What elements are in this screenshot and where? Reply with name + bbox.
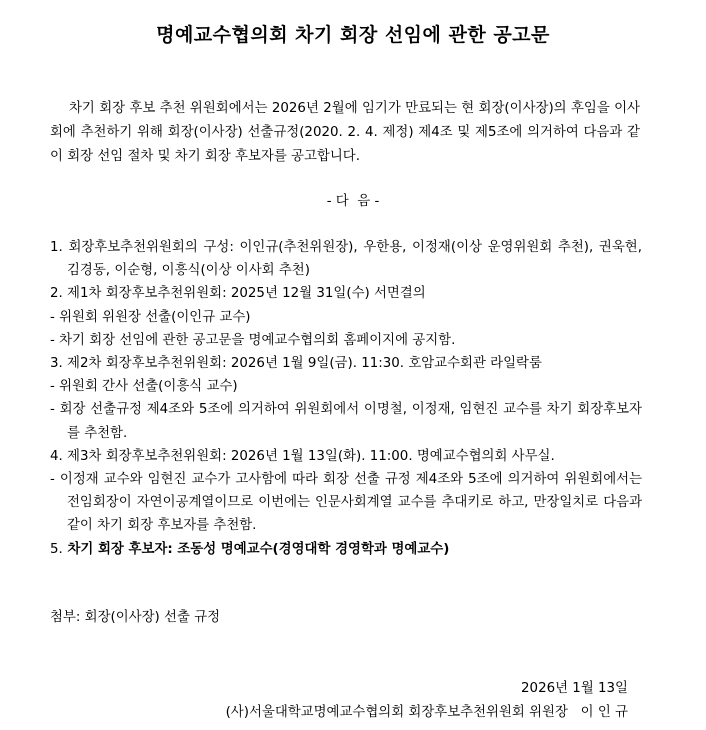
document-title: 명예교수협의회 차기 회장 선임에 관한 공고문 — [156, 24, 550, 46]
list-item-text: 제2차 회장후보추천위원회: 2026년 1월 9일(금). 11:30. 호암교수회관 라일락룸 — [67, 356, 542, 372]
signature-line: (사)서울대학교명예교수협의회 회장후보추천위원회 위원장 이 인 규 — [225, 705, 628, 720]
procedure-list — [50, 236, 642, 561]
list-marker: - — [50, 402, 55, 418]
list-marker: - — [50, 309, 55, 325]
list-item-nominee — [50, 538, 642, 561]
list-item-text: 위원회 간사 선출(이흥식 교수) — [59, 379, 238, 395]
list-item-text: 차기 회장 선임에 관한 공고문을 명예교수협의회 홈페이지에 공지함. — [59, 332, 456, 348]
list-item-chair-election — [50, 306, 642, 329]
intro-paragraph: 차기 회장 후보 추천 위원회에서는 2026년 2월에 임기가 만료되는 현 회장(이사장)의 후임을 이사회에 추천하기 위해 회장(이사장) 선출규정(2020. 2. 4. 제정) 제4조 및 제5조에 의거하여 다음과 같이 회장 선임 절차 및 차기 회장 후보자를 공고합니다. — [50, 101, 640, 164]
list-item-homepage-notice — [50, 329, 642, 352]
list-item-text: 회장후보추천위원회의 구성: 이인규(추천위원장), 우한용, 이정재(이상 운영위원회 추천), 권욱현, 김경동, 이순형, 이흥식(이상 이사회 추천) — [67, 240, 642, 279]
list-item-first-meeting — [50, 282, 642, 305]
attachment-note: 첨부: 회장(이사장) 선출 규정 — [50, 610, 221, 625]
list-item-committee-composition — [50, 236, 642, 282]
list-marker: - — [50, 379, 55, 395]
list-item-final-decision — [50, 468, 642, 538]
list-marker: - — [50, 332, 55, 348]
list-item-candidate-recommendation — [50, 398, 642, 444]
section-divider-label: - 다 음 - — [326, 194, 380, 209]
list-marker: 5. — [50, 541, 63, 557]
list-item-third-meeting — [50, 445, 642, 468]
list-marker: 4. — [50, 448, 63, 464]
list-marker: 3. — [50, 356, 63, 372]
list-marker: 1. — [50, 240, 63, 255]
list-item-second-meeting — [50, 352, 642, 375]
list-item-text: 제1차 회장후보추천위원회: 2025년 12월 31일(수) 서면결의 — [67, 286, 426, 302]
list-item-text: 제3차 회장후보추천위원회: 2026년 1월 13일(화). 11:00. 명예교수협의회 사무실. — [67, 448, 555, 464]
list-item-text: 차기 회장 후보자: 조동성 명예교수(경영대학 경영학과 명예교수) — [67, 541, 450, 557]
list-marker: 2. — [50, 286, 63, 302]
list-item-secretary-election — [50, 375, 642, 398]
list-item-text: 회장 선출규정 제4조와 5조에 의거하여 위원회에서 이명철, 이정재, 임현진 교수를 차기 회장후보자를 추천함. — [59, 402, 642, 441]
list-marker: - — [50, 472, 55, 488]
issue-date: 2026년 1월 13일 — [521, 681, 628, 696]
list-item-text: 이정재 교수와 임현진 교수가 고사함에 따라 회장 선출 규정 제4조와 5조에 의거하여 위원회에서는 전임회장이 자연이공계열이므로 이번에는 인문사회계열 교수를 추대키로 하고, 만장일치로 다음과 같이 차기 회장 후보자를 추천함. — [59, 472, 643, 534]
list-item-text: 위원회 위원장 선출(이인규 교수) — [59, 309, 251, 325]
